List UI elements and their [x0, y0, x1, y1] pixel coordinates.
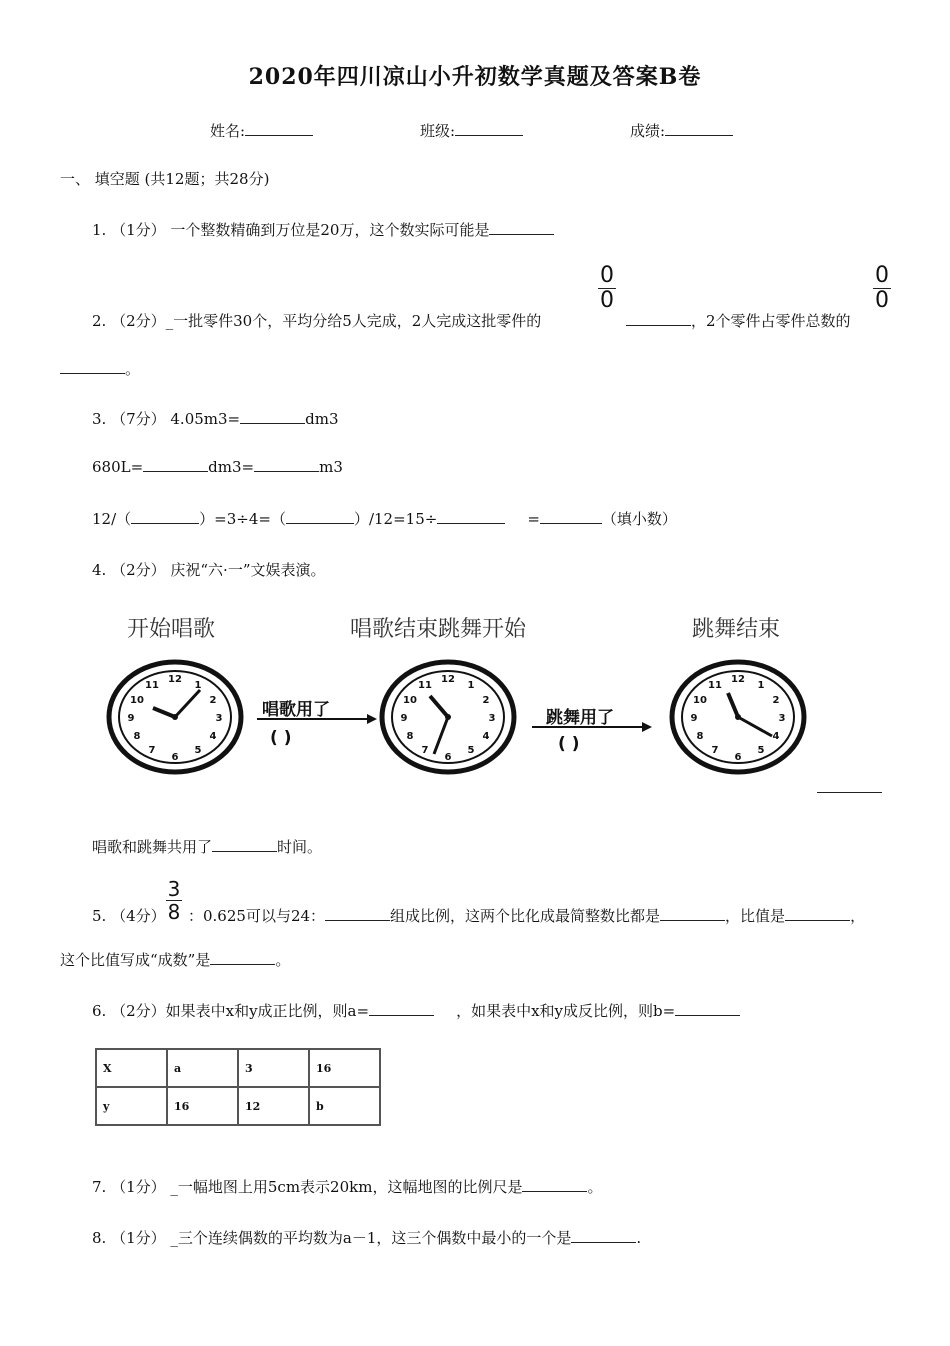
svg-text:11: 11 — [418, 680, 432, 691]
class-field[interactable] — [420, 120, 523, 141]
q3-line3-b: ）=3÷4=（ — [199, 510, 286, 528]
q5-blank-1[interactable] — [325, 919, 390, 921]
table-row — [96, 1087, 380, 1125]
q3-line1-b: dm3 — [305, 410, 339, 428]
svg-text:10: 10 — [130, 695, 144, 706]
section-heading: 一、 填空题 (共12题；共28分) — [60, 170, 270, 188]
clock-start-icon — [105, 658, 245, 776]
svg-text:11: 11 — [145, 680, 159, 691]
clock-end-icon — [668, 658, 808, 776]
q6-blank-2[interactable] — [675, 1014, 740, 1016]
svg-text:5: 5 — [194, 745, 202, 756]
page-title: 2020年四川凉山小升初数学真题及答案B卷 — [248, 64, 702, 90]
question-4: 4. （2分） 庆祝“六·一”文娱表演。 — [92, 561, 326, 579]
svg-text:5: 5 — [467, 745, 475, 756]
q1-blank[interactable] — [489, 233, 554, 235]
svg-text:9: 9 — [127, 713, 135, 724]
q8-text-a: 8. （1分） _三个连续偶数的平均数为a－1，这三个偶数中最小的一个是 — [92, 1229, 572, 1247]
q8-text-b: . — [636, 1229, 642, 1247]
svg-text:3: 3 — [488, 713, 496, 724]
svg-text:3: 3 — [215, 713, 223, 724]
clock-middle-icon — [378, 658, 518, 776]
table-cell: a — [167, 1049, 238, 1087]
svg-text:4: 4 — [772, 731, 780, 742]
q2-fraction-2 — [873, 265, 891, 312]
q5-text-b: ：0.625可以与24： — [188, 907, 326, 925]
q1-text: 1. （1分） 一个整数精确到万位是20万，这个数实际可能是 — [92, 221, 490, 239]
svg-text:4: 4 — [209, 731, 217, 742]
table-cell: y — [96, 1087, 167, 1125]
svg-text:10: 10 — [403, 695, 417, 706]
q3-line2-a: 680L= — [92, 458, 144, 476]
q5-line2 — [60, 949, 290, 970]
question-6 — [92, 1000, 740, 1021]
q3-blank-3[interactable] — [254, 470, 319, 472]
q6-text-b: ，如果表中x和y成反比例，则b= — [456, 1002, 676, 1020]
arrow-singing-label: 唱歌用了 — [262, 700, 330, 720]
q2-frac2-den: 0 — [875, 288, 889, 313]
q5-blank-3[interactable] — [785, 919, 850, 921]
question-3 — [92, 408, 339, 429]
svg-text:6: 6 — [171, 752, 179, 763]
label-dance-end: 跳舞结束 — [692, 617, 781, 642]
name-label: 姓名: — [210, 122, 246, 140]
q3-line3 — [92, 508, 677, 529]
q3-line3-d: = — [527, 510, 540, 528]
q5-body — [188, 905, 865, 926]
q3-line3-e: （填小数） — [601, 510, 677, 528]
q3-blank-2[interactable] — [143, 470, 208, 472]
q5-line2-a: 这个比值写成“成数”是 — [60, 951, 211, 969]
svg-text:12: 12 — [731, 674, 745, 685]
question-5: 5. （4分） — [92, 907, 166, 925]
q4-blank-total[interactable] — [212, 850, 277, 852]
svg-text:6: 6 — [444, 752, 452, 763]
table-row — [96, 1049, 380, 1087]
q2-text-a: 2. （2分）_一批零件30个，平均分给5人完成，2人完成这批零件的 — [92, 312, 542, 330]
svg-text:12: 12 — [168, 674, 182, 685]
q2-frac2-num: 0 — [875, 263, 889, 288]
q4-blank-right[interactable] — [817, 791, 882, 793]
q8-blank[interactable] — [571, 1241, 636, 1243]
table-cell: 12 — [238, 1087, 309, 1125]
svg-text:11: 11 — [708, 680, 722, 691]
question-1 — [92, 219, 554, 240]
arrow-right-icon — [255, 712, 379, 726]
svg-text:10: 10 — [693, 695, 707, 706]
table-cell: 16 — [309, 1049, 380, 1087]
table-cell: X — [96, 1049, 167, 1087]
q2-fraction-1 — [598, 265, 616, 312]
arrow-dance-label: 跳舞用了 — [546, 708, 614, 728]
score-field[interactable] — [630, 120, 733, 141]
svg-text:9: 9 — [400, 713, 408, 724]
arrow-dance-paren: ( ) — [558, 734, 580, 754]
svg-text:7: 7 — [148, 745, 156, 756]
svg-text:1: 1 — [467, 680, 475, 691]
q2-text-b: ，2个零件占零件总数的 — [691, 312, 851, 330]
q2-frac1-num: 0 — [600, 263, 614, 288]
q2-blank-2[interactable] — [60, 372, 125, 374]
table-cell: 3 — [238, 1049, 309, 1087]
q3-blank-6[interactable] — [437, 522, 505, 524]
q2-line2 — [60, 358, 140, 379]
name-field[interactable] — [210, 120, 313, 141]
question-2 — [92, 310, 541, 331]
q2-blank-1[interactable] — [626, 324, 691, 326]
q3-line2-c: m3 — [319, 458, 343, 476]
q5-frac-den: 8 — [167, 900, 181, 924]
q2-end: 。 — [125, 360, 141, 378]
svg-text:2: 2 — [209, 695, 217, 706]
q3-line2 — [92, 458, 343, 476]
q6-blank-1[interactable] — [369, 1014, 434, 1016]
q5-blank-2[interactable] — [660, 919, 725, 921]
q3-blank-5[interactable] — [286, 522, 354, 524]
q4-total — [92, 836, 322, 857]
q6-text-a: 6. （2分）如果表中x和y成正比例，则a= — [92, 1002, 370, 1020]
q5-line2-b: 。 — [275, 951, 291, 969]
svg-text:1: 1 — [757, 680, 765, 691]
table-cell: 16 — [167, 1087, 238, 1125]
q2-part-b — [626, 310, 851, 331]
svg-text:2: 2 — [772, 695, 780, 706]
q5-frac-num: 3 — [167, 877, 181, 901]
score-label: 成绩: — [630, 122, 666, 140]
q4-total-a: 唱歌和跳舞共用了 — [92, 838, 213, 856]
q3-line3-c: ）/12=15÷ — [353, 510, 438, 528]
question-7 — [92, 1176, 602, 1197]
svg-text:9: 9 — [690, 713, 698, 724]
q4-total-b: 时间。 — [277, 838, 323, 856]
q7-blank[interactable] — [522, 1190, 587, 1192]
q5-text-e: ， — [850, 907, 866, 925]
q3-line2-b: dm3= — [208, 458, 255, 476]
svg-text:5: 5 — [757, 745, 765, 756]
svg-text:12: 12 — [441, 674, 455, 685]
svg-text:8: 8 — [696, 731, 704, 742]
q5-text-d: ，比值是 — [725, 907, 786, 925]
svg-text:8: 8 — [406, 731, 414, 742]
q7-text-a: 7. （1分） _一幅地图上用5cm表示20km，这幅地图的比例尺是 — [92, 1178, 523, 1196]
q5-fraction — [166, 879, 182, 922]
q3-blank-4[interactable] — [131, 522, 199, 524]
svg-text:2: 2 — [482, 695, 490, 706]
svg-text:8: 8 — [133, 731, 141, 742]
svg-text:1: 1 — [194, 680, 202, 691]
q3-blank-7[interactable] — [540, 522, 602, 524]
svg-text:4: 4 — [482, 731, 490, 742]
svg-text:7: 7 — [711, 745, 719, 756]
xy-table — [95, 1048, 381, 1126]
table-cell: b — [309, 1087, 380, 1125]
label-singing-end-dance-start: 唱歌结束跳舞开始 — [350, 617, 527, 642]
q3-line1-a: 3. （7分） 4.05m3= — [92, 410, 241, 428]
question-8 — [92, 1227, 641, 1248]
q5-blank-4[interactable] — [210, 963, 275, 965]
arrow-singing-paren: ( ) — [270, 728, 292, 748]
label-start-singing: 开始唱歌 — [127, 617, 216, 642]
class-label: 班级: — [420, 122, 456, 140]
name-blank[interactable] — [245, 134, 313, 136]
svg-text:7: 7 — [421, 745, 429, 756]
q3-line3-a: 12/（ — [92, 510, 132, 528]
q3-blank-1[interactable] — [240, 422, 305, 424]
class-blank[interactable] — [455, 134, 523, 136]
q5-text-c: 组成比例，这两个比化成最简整数比都是 — [390, 907, 661, 925]
q7-text-b: 。 — [587, 1178, 603, 1196]
q2-frac1-den: 0 — [600, 288, 614, 313]
score-blank[interactable] — [665, 134, 733, 136]
svg-text:6: 6 — [734, 752, 742, 763]
arrow-right-icon — [530, 720, 654, 734]
svg-text:3: 3 — [778, 713, 786, 724]
